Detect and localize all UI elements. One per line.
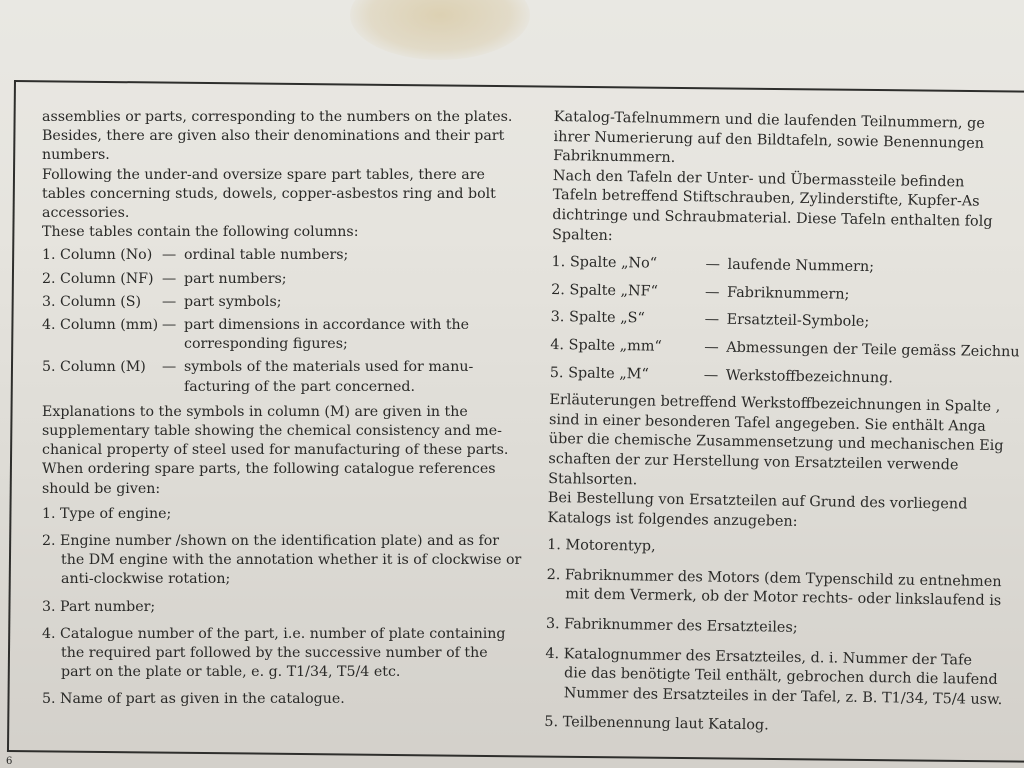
order-item: 1. Motorentyp, xyxy=(547,537,656,555)
page-number: 6 xyxy=(6,756,13,767)
column-def xyxy=(42,293,522,312)
column-dash: — xyxy=(162,270,177,287)
intro-line: Following the under-and oversize spare part tables, there are xyxy=(42,166,485,183)
column-desc: Werkstoffbezeichnung. xyxy=(725,367,894,386)
intro-line: Nach den Tafeln der Unter- und Übermassteile befinden xyxy=(552,167,965,191)
explain-line: chanical property of steel used for manufacturing of these parts. xyxy=(42,442,509,459)
column-dash: — xyxy=(703,366,719,384)
order-item xyxy=(42,625,522,683)
column-dash: — xyxy=(704,311,720,328)
intro-line: ihrer Numerierung auf den Bildtafeln, sowie Benennungen xyxy=(553,128,985,152)
intro-line: Fabriknummern. xyxy=(553,148,676,167)
intro-line: dichtringe und Schraubmaterial. Diese Tafeln enthalten folg xyxy=(552,206,993,230)
column-desc: Abmessungen der Teile gemäss Zeichnu xyxy=(726,339,1020,361)
column-desc: part symbols; xyxy=(184,293,282,310)
paper-stain xyxy=(350,0,530,60)
order-item-line: 4. Catalogue number of the part, i.e. number of plate containing xyxy=(42,625,506,642)
order-item-line: die das benötigte Teil enthält, gebrochen durch die laufend xyxy=(563,665,998,689)
order-item-line: mit dem Vermerk, ob der Motor rechts- oder linkslaufend is xyxy=(565,586,1002,610)
column-def xyxy=(551,253,1024,280)
intro-line: numbers. xyxy=(42,147,110,164)
column-desc-line: part dimensions in accordance with the xyxy=(184,317,470,334)
explain-line: über die chemische Zusammensetzung und mechanischen Eig xyxy=(548,431,1004,455)
column-desc-line: facturing of the part concerned. xyxy=(184,378,415,395)
order-item: 5. Name of part as given in the catalogue. xyxy=(42,691,345,708)
column-dash: — xyxy=(162,359,177,376)
intro-line: Spalten: xyxy=(551,226,613,244)
order-item-line: the DM engine with the annotation whether it is of clockwise or xyxy=(61,552,522,569)
column-desc-line: symbols of the materials used for manu- xyxy=(184,359,474,376)
order-item: 1. Type of engine; xyxy=(42,505,172,522)
order-item-line: anti-clockwise rotation; xyxy=(61,571,231,588)
column-label: 1. Spalte „No“ xyxy=(551,254,658,272)
column-def xyxy=(42,358,522,396)
column-label: 1. Column (No) xyxy=(42,247,153,264)
order-item-line: Nummer des Ersatzteiles in der Tafel, z. B. T1/34, T5/4 usw. xyxy=(563,685,1003,708)
explain-line: supplementary table showing the chemical consistency and me- xyxy=(42,423,502,440)
column-desc xyxy=(184,316,522,354)
column-def xyxy=(550,363,1024,390)
column-dash: — xyxy=(162,317,177,334)
column-def xyxy=(42,246,522,265)
column-label: 5. Spalte „M“ xyxy=(549,364,649,383)
order-item: 3. Fabriknummer des Ersatzteiles; xyxy=(545,615,798,636)
column-def xyxy=(550,336,1024,363)
column-desc xyxy=(184,358,522,396)
explain-line: schaften der zur Herstellung von Ersatzteilen verwende xyxy=(548,450,959,474)
english-column xyxy=(42,108,522,710)
column-desc: laufende Nummern; xyxy=(727,256,875,276)
column-def xyxy=(551,308,1024,335)
explain-line: Explanations to the symbols in column (M) are given in the xyxy=(42,403,468,420)
column-dash: — xyxy=(705,256,721,273)
german-column xyxy=(544,108,1024,740)
column-dash: — xyxy=(162,247,177,264)
column-desc: ordinal table numbers; xyxy=(184,247,349,264)
explain-line: Erläuterungen betreffend Werkstoffbezeichnungen in Spalte , xyxy=(549,392,1001,416)
column-label: 2. Spalte „NF“ xyxy=(551,281,659,300)
column-label: 2. Column (NF) xyxy=(42,270,154,287)
explain-line: Stahlsorten. xyxy=(548,470,638,488)
order-item: 5. Teilbenennung laut Katalog. xyxy=(544,714,769,734)
intro-line: assemblies or parts, corresponding to the numbers on the plates. xyxy=(42,109,513,125)
order-item-line: 2. Fabriknummer des Motors (dem Typenschild zu entnehmen xyxy=(546,566,1002,590)
order-item-line: the required part followed by the successive number of the xyxy=(61,645,488,662)
column-label: 5. Column (M) xyxy=(42,359,146,376)
order-item: 3. Part number; xyxy=(42,598,156,615)
explain-line: should be given: xyxy=(42,480,161,497)
column-dash: — xyxy=(705,284,720,301)
column-dash: — xyxy=(162,293,177,310)
column-label: 3. Column (S) xyxy=(42,293,142,310)
order-item xyxy=(546,566,1024,613)
column-dash: — xyxy=(704,339,719,356)
order-item-line: part on the plate or table, e. g. T1/34, T5/4 etc. xyxy=(61,664,401,681)
order-item-line: 4. Katalognummer des Ersatzteiles, d. i. Nummer der Tafe xyxy=(545,645,973,669)
column-def xyxy=(42,316,522,354)
column-label: 3. Spalte „S“ xyxy=(550,309,645,327)
order-item-line: 2. Engine number /shown on the identification plate) and as for xyxy=(42,533,500,550)
intro-line: These tables contain the following columns: xyxy=(42,224,359,241)
column-label: 4. Spalte „mm“ xyxy=(550,336,662,355)
order-item xyxy=(42,532,522,590)
explain-line: Bei Bestellung von Ersatzteilen auf Grund des vorliegend xyxy=(547,490,968,513)
explain-line: When ordering spare parts, the following catalogue references xyxy=(42,461,496,478)
explain-line: sind in einer besonderen Tafel angegeben. Sie enthält Anga xyxy=(548,411,986,435)
intro-line: tables concerning studs, dowels, copper-asbestos ring and bolt xyxy=(42,185,496,202)
intro-line: Tafeln betreffend Stiftschrauben, Zylinderstifte, Kupfer-As xyxy=(552,187,980,211)
intro-line: Katalog-Tafelnummern und die laufenden Teilnummern, ge xyxy=(553,108,985,132)
column-desc: Ersatzteil-Symbole; xyxy=(726,312,870,331)
column-desc-line: corresponding figures; xyxy=(184,336,348,353)
column-desc: part numbers; xyxy=(184,270,287,287)
explain-line: Katalogs ist folgendes anzugeben: xyxy=(547,509,798,530)
intro-line: accessories. xyxy=(42,205,130,222)
order-item xyxy=(545,645,1024,711)
column-label: 4. Column (mm) xyxy=(42,317,159,334)
column-desc: Fabriknummern; xyxy=(726,284,850,303)
intro-line: Besides, there are given also their denominations and their part xyxy=(42,128,505,145)
column-def xyxy=(551,281,1024,308)
column-def xyxy=(42,270,522,289)
